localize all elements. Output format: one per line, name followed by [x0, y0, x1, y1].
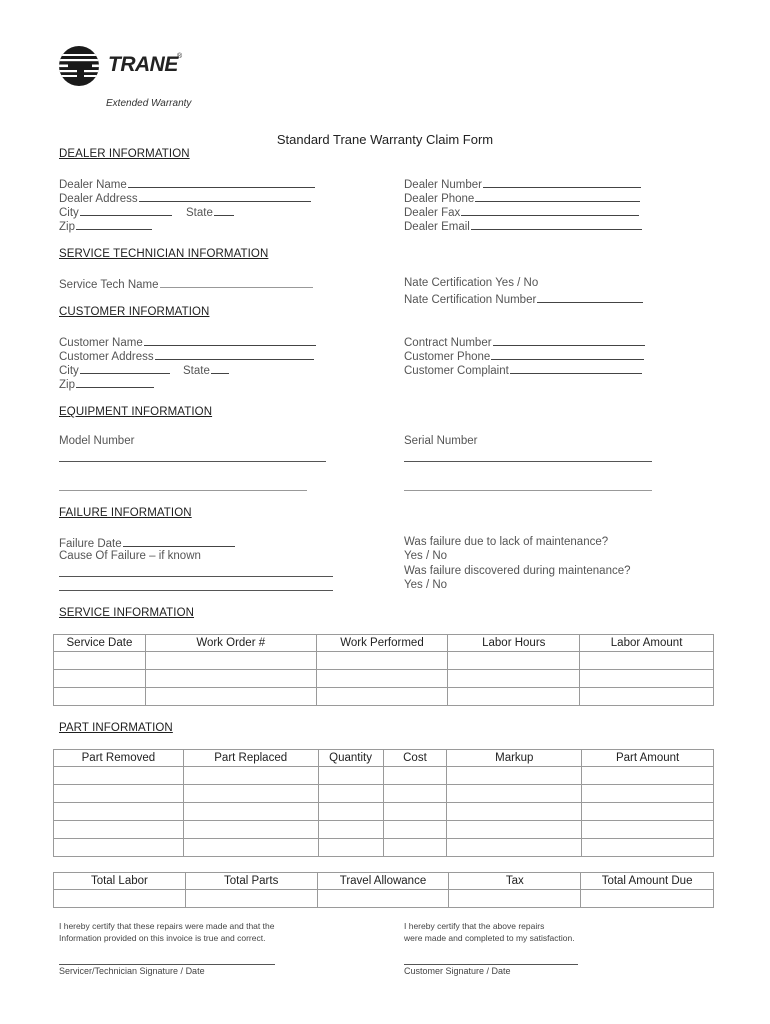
failure-cause-line-1[interactable] — [59, 576, 333, 577]
table-row — [54, 688, 714, 706]
dealer-name-label: Dealer Name — [59, 179, 127, 191]
equipment-heading: EQUIPMENT INFORMATION — [59, 406, 213, 418]
table-row — [54, 890, 714, 908]
col-part-replaced: Part Replaced — [183, 750, 318, 767]
dealer-city-field[interactable] — [59, 205, 172, 219]
nate-number-field[interactable] — [404, 292, 643, 306]
customer-phone-field[interactable] — [404, 349, 644, 363]
customer-name-label: Customer Name — [59, 337, 143, 349]
col-total-amount-due: Total Amount Due — [581, 873, 714, 890]
table-row — [54, 839, 714, 857]
table-row — [54, 803, 714, 821]
service-table-header — [54, 635, 714, 652]
tech-name-field[interactable] — [59, 277, 313, 291]
totals-table-header — [54, 873, 714, 890]
failure-cause-line-2[interactable] — [59, 590, 333, 591]
failure-heading: FAILURE INFORMATION — [59, 507, 192, 519]
customer-address-label: Customer Address — [59, 351, 154, 363]
customer-complaint-field[interactable] — [404, 363, 642, 377]
table-row — [54, 652, 714, 670]
totals-table — [53, 872, 714, 908]
col-labor-hours: Labor Hours — [448, 635, 580, 652]
dealer-number-field[interactable] — [404, 177, 641, 191]
failure-date-label: Failure Date — [59, 538, 122, 550]
dealer-email-label: Dealer Email — [404, 221, 470, 233]
model-number-line-2[interactable] — [59, 490, 307, 491]
trane-logo — [58, 45, 208, 90]
col-quantity: Quantity — [318, 750, 383, 767]
model-number-label: Model Number — [59, 435, 135, 447]
maintenance-question-2: Was failure discovered during maintenance? — [404, 565, 631, 577]
service-table — [53, 634, 714, 706]
servicer-certification — [59, 920, 274, 944]
contract-number-field[interactable] — [404, 335, 645, 349]
customer-signature-label: Customer Signature / Date — [404, 966, 511, 976]
dealer-address-field[interactable] — [59, 191, 311, 205]
logo-tagline: Extended Warranty — [106, 98, 192, 109]
failure-cause-label: Cause Of Failure – if known — [59, 550, 201, 562]
customer-city-label: City — [59, 365, 79, 377]
customer-state-label: State — [183, 365, 210, 377]
customer-cert-line-2: were made and completed to my satisfaction. — [404, 933, 575, 943]
customer-phone-label: Customer Phone — [404, 351, 491, 363]
col-service-date: Service Date — [54, 635, 146, 652]
serial-number-label: Serial Number — [404, 435, 478, 447]
maintenance-answer-1[interactable]: Yes / No — [404, 550, 448, 562]
customer-city-field[interactable] — [59, 363, 170, 377]
maintenance-question-1: Was failure due to lack of maintenance? — [404, 536, 609, 548]
table-row — [54, 670, 714, 688]
col-work-performed: Work Performed — [316, 635, 448, 652]
nate-certification-label: Nate Certification Yes / No — [404, 277, 539, 289]
customer-state-field[interactable] — [183, 363, 229, 377]
serial-number-line-1[interactable] — [404, 461, 652, 462]
table-row — [54, 821, 714, 839]
form-title: Standard Trane Warranty Claim Form — [276, 132, 494, 147]
customer-zip-label: Zip — [59, 379, 75, 391]
trane-globe-icon — [58, 45, 100, 87]
customer-signature-line[interactable] — [404, 964, 578, 965]
failure-date-field[interactable] — [59, 536, 235, 550]
contract-number-label: Contract Number — [404, 337, 492, 349]
nate-number-label: Nate Certification Number — [404, 294, 537, 306]
service-heading: SERVICE INFORMATION — [59, 607, 195, 619]
col-work-order: Work Order # — [145, 635, 316, 652]
serial-number-line-2[interactable] — [404, 490, 652, 491]
customer-zip-field[interactable] — [59, 377, 154, 391]
col-travel-allowance: Travel Allowance — [317, 873, 449, 890]
dealer-fax-field[interactable] — [404, 205, 639, 219]
col-part-removed: Part Removed — [54, 750, 184, 767]
col-labor-amount: Labor Amount — [580, 635, 714, 652]
col-part-amount: Part Amount — [582, 750, 714, 767]
col-cost: Cost — [383, 750, 447, 767]
registered-mark: ® — [177, 53, 183, 60]
tech-name-label: Service Tech Name — [59, 279, 159, 291]
table-row — [54, 785, 714, 803]
parts-table-header — [54, 750, 714, 767]
dealer-phone-label: Dealer Phone — [404, 193, 475, 205]
customer-name-field[interactable] — [59, 335, 316, 349]
model-number-line-1[interactable] — [59, 461, 326, 462]
dealer-zip-field[interactable] — [59, 219, 152, 233]
dealer-state-label: State — [186, 207, 213, 219]
dealer-phone-field[interactable] — [404, 191, 640, 205]
dealer-email-field[interactable] — [404, 219, 642, 233]
dealer-number-label: Dealer Number — [404, 179, 482, 191]
dealer-heading: DEALER INFORMATION — [59, 148, 190, 160]
tech-heading: SERVICE TECHNICIAN INFORMATION — [59, 248, 269, 260]
dealer-address-label: Dealer Address — [59, 193, 138, 205]
customer-complaint-label: Customer Complaint — [404, 365, 509, 377]
col-total-parts: Total Parts — [185, 873, 317, 890]
dealer-zip-label: Zip — [59, 221, 75, 233]
customer-address-field[interactable] — [59, 349, 314, 363]
customer-certification — [404, 920, 575, 944]
servicer-signature-line[interactable] — [59, 964, 275, 965]
dealer-fax-label: Dealer Fax — [404, 207, 461, 219]
servicer-cert-line-2: Information provided on this invoice is true and correct. — [59, 933, 266, 943]
maintenance-answer-2[interactable]: Yes / No — [404, 579, 448, 591]
nate-certification[interactable] — [404, 277, 538, 289]
parts-table — [53, 749, 714, 857]
servicer-cert-line-1: I hereby certify that these repairs were made and that the — [59, 921, 275, 931]
dealer-name-field[interactable] — [59, 177, 315, 191]
col-total-labor: Total Labor — [54, 873, 186, 890]
customer-heading: CUSTOMER INFORMATION — [59, 306, 210, 318]
dealer-state-field[interactable] — [186, 205, 234, 219]
table-row — [54, 767, 714, 785]
servicer-signature-label: Servicer/Technician Signature / Date — [59, 966, 205, 976]
col-markup: Markup — [447, 750, 582, 767]
dealer-city-label: City — [59, 207, 79, 219]
parts-heading: PART INFORMATION — [59, 722, 173, 734]
customer-cert-line-1: I hereby certify that the above repairs — [404, 921, 545, 931]
col-tax: Tax — [449, 873, 581, 890]
brand-name: TRANE — [108, 53, 178, 76]
